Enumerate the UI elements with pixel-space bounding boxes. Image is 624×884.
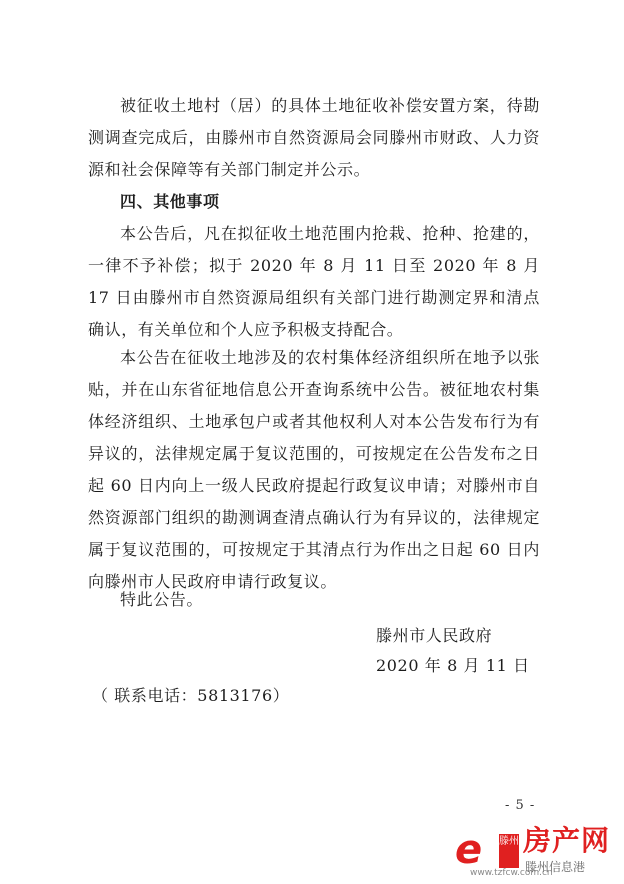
paragraph-review-rights: 本公告在征收土地涉及的农村集体经济组织所在地予以张贴，并在山东省征地信息公开查询系统中公告。被征地农村集体经济组织、土地承包户或者其他权利人对本公告发布行为有异议的，法律规定属于复议范围的，可按规定在公告发布之日起 60 日内向上一级人民政府提起行政复议申请；对滕州市自然资源部门组织的勘测调查清点确认行为有异议的，法律规定属于复议范围的，可按规定于其清点行为作出之日起 60 日内向滕州市人民政府申请行政复议。 [88, 348, 540, 591]
logo-badge: 滕州 [499, 834, 519, 868]
section-heading-other-matters: 四、其他事项 [120, 192, 220, 211]
paragraph-closing: 特此公告。 [120, 590, 204, 609]
paragraph-compensation-plan: 被征收土地村（居）的具体土地征收补偿安置方案，待勘测调查完成后，由滕州市自然资源局会同滕州市财政、人力资源和社会保障等有关部门制定并公示。 [88, 96, 540, 179]
logo-e-mark: e [455, 827, 483, 873]
signature-date: 2020 年 8 月 11 日 [376, 656, 530, 675]
signature-organization: 滕州市人民政府 [376, 626, 493, 645]
watermark-url: www.tzfcw.com.cn [470, 868, 553, 878]
contact-phone: （ 联系电话：5813176） [92, 686, 290, 705]
page-number: - 5 - [505, 798, 536, 813]
paragraph-no-compensation: 本公告后，凡在拟征收土地范围内抢栽、抢种、抢建的，一律不予补偿；拟于 2020 年 8 月 11 日至 2020 年 8 月 17 日由滕州市自然资源局组织有关部门进行勘测定界和清点确认，有关单位和个人应予积极支持配合。 [88, 224, 540, 339]
logo-brand-text: 房产网 [523, 824, 611, 857]
logo-subtitle: 滕州信息港 [525, 860, 586, 874]
